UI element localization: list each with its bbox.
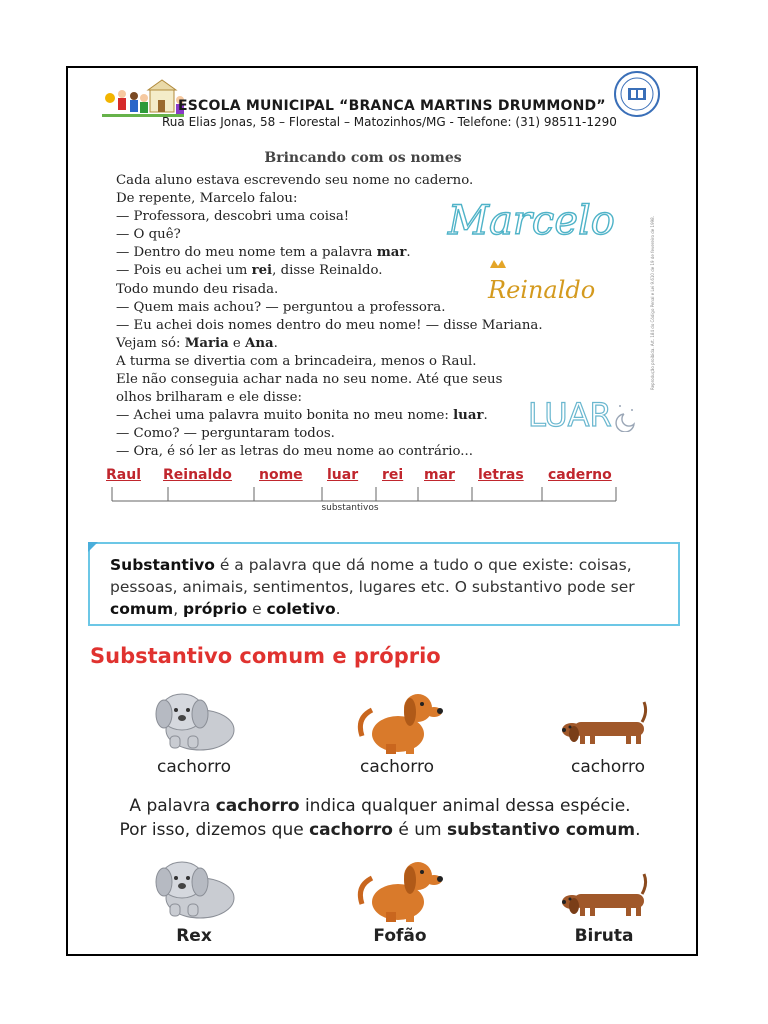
story-line: — Dentro do meu nome tem a palavra mar. [116,245,411,261]
luar-signature [528,392,638,432]
brown-dog-image [356,852,448,924]
word-item: Raul [106,467,141,483]
story-line: — Ora, é só ler as letras do meu nome ao contrário... [116,444,473,460]
common-noun-label: cachorro [157,757,231,777]
proper-noun-label: Fofão [373,926,427,946]
proper-noun-label: Rex [176,926,212,946]
definition-box [88,542,680,626]
story-line: De repente, Marcelo falou: [116,191,298,207]
story-line: — O quê? [116,227,181,243]
definition-text: Substantivo é a palavra que dá nome a tudo o que existe: coisas, pessoas, animais, sentimentos, lugares etc. O substantivo pode ser comum, próprio e coletivo. [110,556,635,618]
story-line: olhos brilharam e ele disse: [116,390,302,406]
word-item: rei [382,467,404,483]
story-line: A turma se divertia com a brincadeira, menos o Raul. [116,353,477,369]
story-line: — Professora, descobri uma coisa! [116,209,350,225]
nouns-label: substantivos [321,503,379,513]
story-line: Cada aluno estava escrevendo seu nome no caderno. [116,173,474,188]
school-seal-logo [612,70,662,118]
word-item: luar [327,467,359,483]
story-line: — Como? — perguntaram todos. [116,426,335,442]
gray-dog-image [148,854,240,920]
marcelo-signature [446,192,626,248]
school-address: Rua Elias Jonas, 58 – Florestal – Matozinhos/MG - Telefone: (31) 98511-1290 [162,115,617,129]
proper-noun-label: Biruta [574,926,634,946]
brown-dog-image [356,684,448,756]
word-item: caderno [548,467,612,483]
story-line: Ele não conseguia achar nada no seu nome. Até que seus [116,372,503,388]
gray-dog-image [148,686,240,752]
word-item: nome [259,467,303,483]
section-title: Substantivo comum e próprio [90,644,441,668]
school-name: ESCOLA MUNICIPAL “BRANCA MARTINS DRUMMOND” [178,98,606,114]
word-item: mar [424,467,455,483]
svg-text:Reinaldo: Reinaldo [488,276,596,304]
story-line: — Achei uma palavra muito bonita no meu nome: luar. [116,408,488,424]
story-line: Todo mundo deu risada. [116,281,279,297]
dachshund-image [560,872,652,922]
common-noun-label: cachorro [571,757,645,777]
story-line: — Pois eu achei um rei, disse Reinaldo. [116,263,383,279]
copyright-note: Reprodução proibida. Art. 184 do Código Penal e Lei 9.610 de 19 de fevereiro de 1998. [650,216,655,390]
story-line: — Eu achei dois nomes dentro do meu nome! — disse Mariana. [116,317,543,333]
story-line: — Quem mais achou? — perguntou a professora. [116,299,446,315]
svg-text:Marcelo: Marcelo [448,198,615,244]
svg-text:LUAR: LUAR [528,396,612,432]
reinaldo-signature [484,258,604,306]
noun-words-row [104,467,624,487]
word-item: letras [478,467,524,483]
word-item: Reinaldo [163,467,232,483]
story-line: Vejam só: Maria e Ana. [116,335,278,351]
story-title: Brincando com os nomes [264,150,462,166]
common-noun-label: cachorro [360,757,434,777]
school-children-logo [100,76,186,120]
common-noun-explanation: A palavra cachorro indica qualquer animal dessa espécie. Por isso, dizemos que cachorro é um substantivo comum. [119,796,641,840]
dachshund-image [560,700,652,750]
